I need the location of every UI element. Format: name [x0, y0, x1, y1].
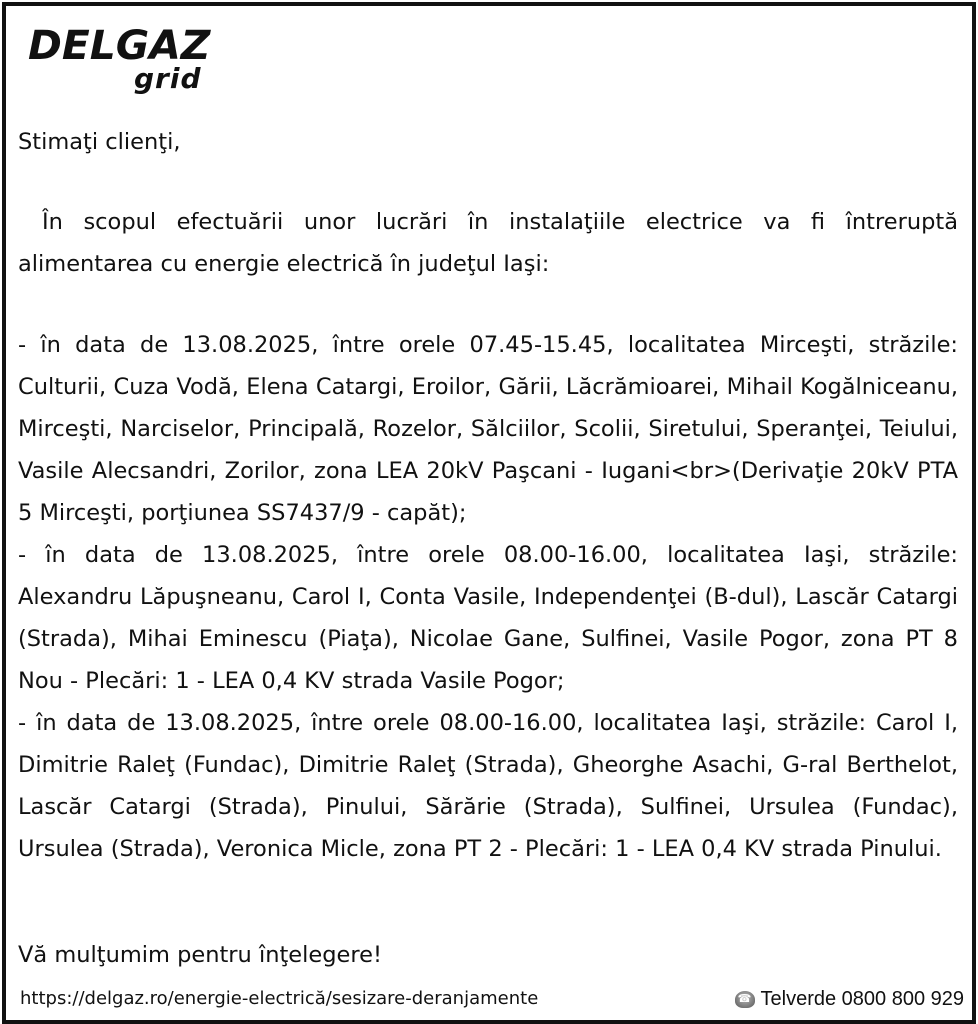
delgaz-grid-logo: [28, 23, 228, 98]
telephone-icon: ☎: [735, 991, 755, 1008]
outage-list: [18, 324, 958, 870]
intro-paragraph: În scopul efectuării unor lucrări în instalaţiile electrice va fi întreruptă alimentarea cu energie electrică în judeţul Iaşi:: [18, 209, 958, 277]
outage-item: - în data de 13.08.2025, între orele 08.00-16.00, localitatea Iaşi, străzile: Alexandru Lăpuşneanu, Carol I, Conta Vasile, Independenţei (B-dul), Lascăr Catargi (Strada), Mihai Eminescu (Piaţa), Nicolae Gane, Sulfinei, Vasile Pogor, zona PT 8 Nou - Plecări: 1 - LEA 0,4 KV strada Vasile Pogor;: [18, 542, 958, 694]
outage-item: - în data de 13.08.2025, între orele 08.00-16.00, localitatea Iaşi, străzile: Carol I, Dimitrie Raleţ (Fundac), Dimitrie Raleţ (Strada), Gheorghe Asachi, G-ral Berthelot, Lascăr Catargi (Strada), Pinului, Sărărie (Strada), Sulfinei, Ursulea (Fundac), Ursulea (Strada), Veronica Micle, zona PT 2 - Plecări: 1 - LEA 0,4 KV strada Pinului.: [18, 710, 958, 862]
outage-item: - în data de 13.08.2025, între orele 07.45-15.45, localitatea Mirceşti, străzile: Culturii, Cuza Vodă, Elena Catargi, Eroilor, Gării, Lăcrămioarei, Mihail Kogălniceanu, Mirceşti, Narciselor, Principală, Rozelor, Sălciilor, Scolii, Siretului, Speranţei, Teiului, Vasile Alecsandri, Zorilor, zona LEA 20kV Paşcani - Iugani<br>(Derivaţie 20kV PTA 5 Mirceşti, porţiunea SS7437/9 - capăt);: [18, 332, 958, 526]
greeting: Stimaţi clienţi,: [18, 129, 181, 155]
logo-wordmark: DELGAZ: [28, 23, 211, 69]
hotline: [735, 986, 965, 1012]
closing-text: Vă mulţumim pentru înţelegere!: [18, 942, 382, 968]
hotline-number[interactable]: Telverde 0800 800 929: [760, 988, 964, 1010]
logo-subtitle: grid: [134, 62, 202, 95]
report-fault-link[interactable]: https://delgaz.ro/energie-electrică/sesizare-deranjamente: [20, 988, 539, 1009]
